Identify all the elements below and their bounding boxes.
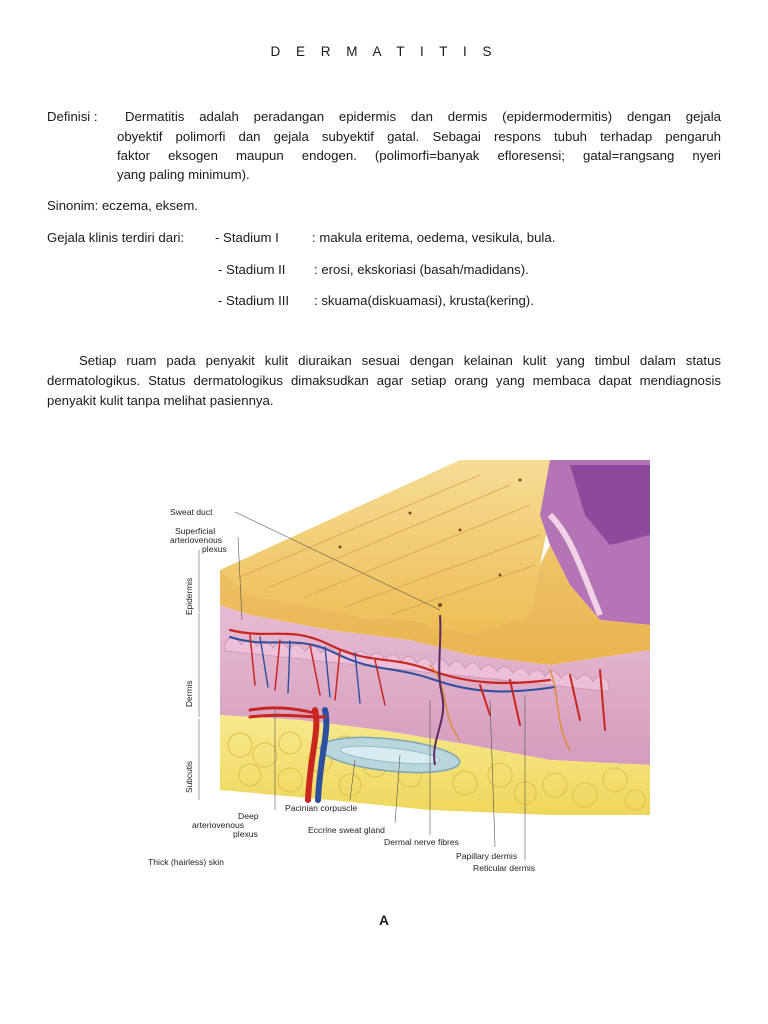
label-skin-type: Thick (hairless) skin <box>148 857 224 867</box>
label-deep-3: plexus <box>233 829 258 839</box>
label-sweat-duct: Sweat duct <box>170 507 213 517</box>
label-nerve: Dermal nerve fibres <box>384 837 459 847</box>
label-deep-1: Deep <box>238 811 259 821</box>
skin-anatomy-figure <box>130 455 650 895</box>
label-deep-2: arteriovenous <box>192 820 245 830</box>
stage-1-name: - Stadium I <box>215 230 279 245</box>
symptoms-intro: Gejala klinis terdiri dari: <box>47 230 185 245</box>
document-title: D E R M A T I T I S <box>270 44 498 59</box>
label-epidermis: Epidermis <box>184 577 194 615</box>
label-superficial-1: Superficial <box>175 526 216 536</box>
label-eccrine: Eccrine sweat gland <box>308 825 385 835</box>
label-superficial-3: plexus <box>202 544 227 554</box>
definition-label: Definisi : <box>47 109 98 124</box>
label-reticular: Reticular dermis <box>473 863 536 873</box>
label-superficial-2: arteriovenous <box>170 535 223 545</box>
stage-1-desc: : makula eritema, oedema, vesikula, bula. <box>312 230 556 245</box>
figure-caption: A <box>379 913 389 928</box>
synonym-line: Sinonim: eczema, eksem. <box>47 198 198 213</box>
definition-line-4: yang paling minimum). <box>117 167 250 182</box>
label-subcutis: Subcutis <box>184 760 194 793</box>
label-pacinian: Pacinian corpuscle <box>285 803 358 813</box>
body-paragraph: Setiap ruam pada penyakit kulit diuraikan sesuai dengan kelainan kulit yang timbul dalam status dermatologikus. Status dermatologikus dimaksudkan agar setiap orang yang membaca dapat mendiagnosis penyakit kulit tanpa melihat pasiennya. <box>47 353 721 408</box>
label-dermis: Dermis <box>184 680 194 707</box>
stage-2-name: - Stadium II <box>218 262 286 277</box>
definition-line-2: obyektif polimorfi dan gejala subyektif gatal. Sebagai respons tubuh terhadap pengaruh <box>117 129 721 144</box>
definition-line-1: Dermatitis adalah peradangan epidermis dan dermis (epidermodermitis) dengan gejala <box>125 109 721 124</box>
stage-2-desc: : erosi, ekskoriasi (basah/madidans). <box>314 262 529 277</box>
stage-3-desc: : skuama(diskuamasi), krusta(kering). <box>314 293 534 308</box>
label-papillary: Papillary dermis <box>456 851 518 861</box>
definition-line-3: faktor eksogen maupun endogen. (polimorfi=banyak efloresensi; gatal=rangsang nyeri <box>117 148 721 163</box>
stage-3-name: - Stadium III <box>218 293 290 308</box>
